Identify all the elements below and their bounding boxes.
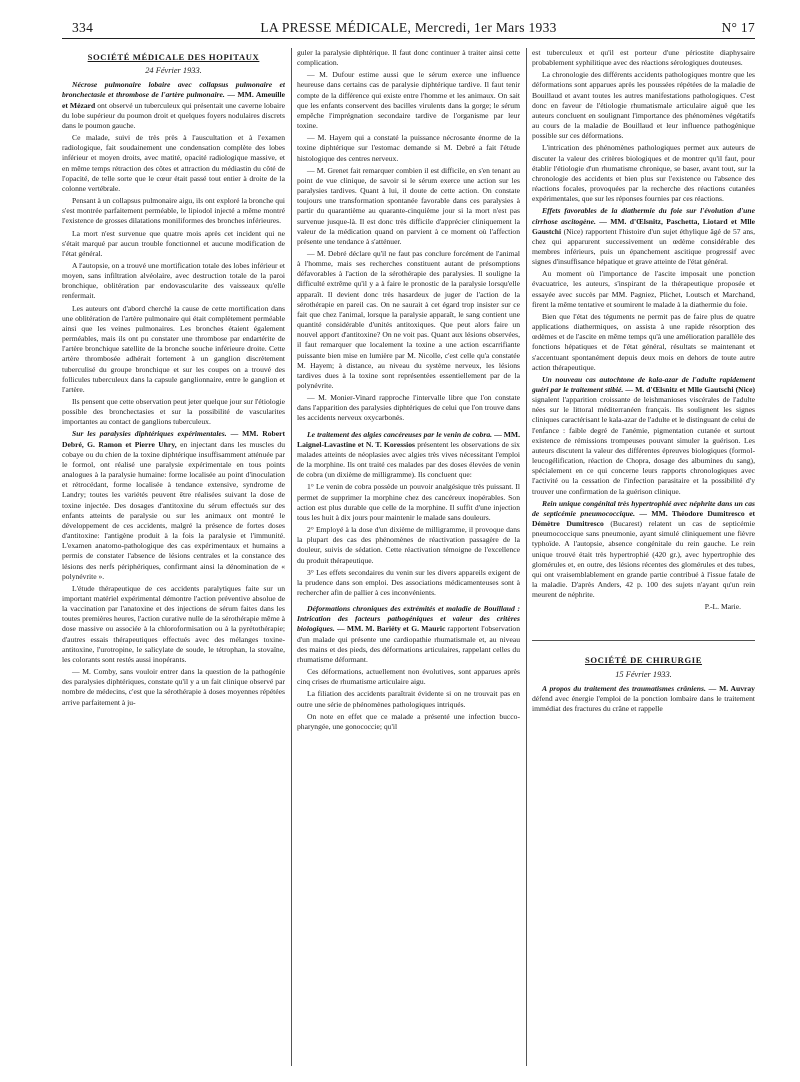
column-divider xyxy=(291,48,292,1066)
paragraph: défend avec énergie l'emploi de la ponction lombaire dans le traitement immédiat des fractures du crâne et rappelle xyxy=(532,693,755,714)
section-heading: SOCIÉTÉ MÉDICALE DES HOPITAUX xyxy=(87,52,260,62)
issue-number: N° 17 xyxy=(721,20,755,35)
paragraph: signalent l'apparition croissante de leishmanioses viscérales de l'adulte nées sur le littoral méditerranéen français. Ils soulignent les signes cliniques caractérisant le kala-azar de l'adulte et le distinguant de celui de l'enfance : faible degré de l'anémie, pigmentation cutanée et surtout existence de rémissions trompeuses pouvant simuler la guérison. Les auteurs discutent la valeur des différentes épreuves biologiques (formol-leucogélification, réaction de Chopra, dosage des albumines du sang), spécialement en ce qui concerne leurs rapports chronologiques avec l'activité ou la cessation de l'infection parasitaire et la possibilité d'y trouver une confirmation de la guérison clinique. xyxy=(532,395,755,496)
paragraph: Bien que l'état des téguments ne permit pas de faire plus de quatre applications diathermiques, on assista à une rapide résorption des œdèmes et de l'ascite en même temps qu'à une amélioration parallèle des fonctions hépatiques et de l'état général, résultats se maintenant et s'accentuant spontanément depuis deux mois en dehors de toute autre action thérapeutique. xyxy=(532,311,755,372)
article-authors: — MM. Laignel-Lavastine et N. T. Koressios xyxy=(297,429,520,449)
paragraph: La filiation des accidents paraîtrait évidente si on ne trouvait pas en outre une série de phénomènes pathologiques intriqués. xyxy=(297,689,520,709)
paragraph: On note en effet que ce malade a présenté une infection bucco-pharyngée, une gonococcie; qu'il xyxy=(297,711,520,731)
paragraph: — M. Debré déclare qu'il ne faut pas conclure forcément de l'animal à l'homme, mais ses recherches constituent autant de présomptions défavorables à l'action de la sérothérapie des paralysies. Il souligne la difficulté extrême qu'il y a à faire le pronostic de la paralysie lorsqu'elle apparaît. Il devient donc très hasardeux de juger de l'action de la sérothérapie en pareil cas. On ne saurait à cet égard trop insister sur ce fait que chez l'animal, lorsque la paralysie apparaît, le sang contient une quantité considérable d'unités antitoxiques. Que peut alors faire un nouvel apport d'antitoxine? On ne voit pas. Quant aux lésions observées, il faut remarquer que localement la toxine a une action escarrifiante puissante bien mise en lumière par M. Nicolle, c'est celle qu'a constatée M. Hayem; à distance, au niveau du système nerveux, les lésions tardives dues à la toxine sont représentées essentiellement par de la polynévrite. xyxy=(297,248,520,390)
article-necrose xyxy=(62,80,285,131)
article-rein-unique xyxy=(532,499,755,601)
paragraph: 1° Le venin de cobra possède un pouvoir analgésique très puissant. Il permet de supprimer la morphine chez des cancéreux inopérables. Son action est plus durable que celle de la morphine. Il suffit d'une injection tous les huit à dix jours pour maintenir le malade sans douleurs. xyxy=(297,482,520,522)
article-title: Effets favorables de la diathermie du foie sur l'évolution d'une cirrhose ascitogène. xyxy=(532,206,755,226)
column-3 xyxy=(532,48,755,1066)
article-venin-cobra xyxy=(297,430,520,481)
paragraph: est tuberculeux et qu'il est porteur d'une périostite diaphysaire probablement syphilitique avec des réactions sérologiques douteuses. xyxy=(532,48,755,68)
paragraph: La chronologie des différents accidents pathologiques montre que les déformations sont apparues après les poussées répétées de la maladie de Bouillaud et avant toutes les autres manifestations pathologiques. C'est donc en faveur de l'étiologie rhumatismale articulaire aiguë que les auteurs concluent en soulignant l'importance des phénomènes végétatifs au cours de la maladie de Bouillaud et leur influence pathogénique possible sur ces déformations. xyxy=(532,70,755,141)
signature: P.-L. Marie. xyxy=(704,602,741,612)
paragraph: (Nice) rapportent l'histoire d'un sujet éthylique âgé de 57 ans, chez qui apparurent successivement un œdème considérable des membres inférieurs, puis un épanchement ascitique progressif avec signes d'insuffisance hépatique et grave atteinte de l'état général. xyxy=(532,226,755,267)
paragraph: guler la paralysie diphtérique. Il faut donc continuer à traiter ainsi cette complication. xyxy=(297,48,520,68)
article-authors: — MM. Ameuille et Mézard xyxy=(62,90,285,110)
page-number: 334 xyxy=(72,20,94,35)
section-divider xyxy=(532,640,755,641)
newspaper-page xyxy=(62,18,755,1068)
section-heading: SOCIÉTÉ DE CHIRURGIE xyxy=(584,655,703,666)
paragraph: — M. Grenet fait remarquer combien il est difficile, en s'en tenant au point de vue clinique, de savoir si le sérum exerce une action sur les paralysies tardives. Quant à lui, il doute de cette action. On constate toujours une transformation spontanée favorable dans ces paralysies à partir du quarantième au quarante-cinquième jour si la mort n'est pas survenue jusque-là. Il est donc très difficile d'apprécier cliniquement la valeur de la médication quand on parvient à ce moment où l'affection présente une tendance à s'atténuer. xyxy=(297,165,520,246)
article-authors: — MM. M. Bariéty et G. Mauric xyxy=(337,624,446,634)
paragraph: La mort n'est survenue que quatre mois après cet incident qui ne s'était marqué par aucun trouble fonctionnel et aucune modification de l'état général. xyxy=(62,228,285,258)
paragraph: — M. Dufour estime aussi que le sérum exerce une influence heureuse dans certains cas de paralysie diphtérique tardive. Il faut tenir compte de la différence qui existe entre l'homme et les animaux. On sait que les enfants conservent des bacilles virulents dans la gorge; le sérum empêche l'imprégnation secondaire tardive de l'organisme par leur toxine. xyxy=(297,70,520,131)
paragraph: L'étude thérapeutique de ces accidents paralytiques faite sur un important matériel expérimental démontre l'action préventive absolue de la vaccination par l'anatoxine et des injections de sérum faites dans les toutes premières heures, l'action curative nulle de la sérothérapie même à dose massive ou associée à la chloroformisation ou à la pyrétothérapie; d'autres essais thérapeutiques effectués avec des mélanges toxine-antitoxine, l'urotropine, le salicylate de soude, le tétrophan, la stovaïne, les colorants sont restés aussi inopérants. xyxy=(62,583,285,664)
paragraph: A l'autopsie, on a trouvé une mortification totale des lobes inférieur et moyen, sans infiltration alvéolaire, avec destruction totale de la paroi bronchique, oblitération par endovascularite des vaisseaux qu'elle renfermait. xyxy=(62,260,285,301)
paragraph: ont observé un tuberculeux qui présentait une caverne lobaire du lobe supérieur du poumon droit et quelques foyers nodulaires discrets dans le poumon gauche. xyxy=(62,100,285,130)
paragraph: (Bucarest) relatent un cas de septicémie pneumococcique sans pneumonie, ayant simulé cliniquement une fièvre typhoïde. A l'autopsie, absence congénitale du rein gauche. Le rein unique trouvé était très hypertrophié (420 gr.), avec hypertrophie des glomérules et, en outre, des lésions récentes des glomérules et des tubes, qui ont vraisemblablement en grande partie contribué à l'issue fatale de la maladie. D'après Anders, 42 p. 100 des sujets n'ayant qu'un rein meurent de néphrite. xyxy=(532,519,755,600)
paragraph: Au moment où l'importance de l'ascite imposait une ponction évacuatrice, les auteurs, s'inspirant de la thérapeutique proposée et essayée avec succès par MM. Pagniez, Plichet, Loutsch et Marchand, firent la même tentative et soumirent le malade à la diathermie du foie. xyxy=(532,269,755,309)
session-date: 24 Février 1933. xyxy=(145,66,202,76)
paragraph: Ce malade, suivi de très près à l'auscultation et à l'examen radiologique, fait soudainement une condensation complète des lobes inférieur et moyen droits, avec matité, opacité radiologique massive, et en même temps rétraction des côtes et attraction du médiastin du côté de l'opacité, de telle sorte que le cœur était passé tout entier à droite de la colonne vertébrale. xyxy=(62,133,285,193)
paragraph: Pensant à un collapsus pulmonaire aigu, ils ont exploré la bronche qui s'est montrée parfaitement perméable, le lipiodol injecté a même montré l'existence de grosses dilatations moniliformes des bronches inférieures. xyxy=(62,196,285,226)
paragraph: 2° Employé à la dose d'un dixième de milligramme, il provoque dans la plupart des cas des phénomènes de réactivation passagère de la douleur, suivis de sédation. Cette réactivation témoigne de l'excellence du produit thérapeutique. xyxy=(297,525,520,565)
paragraph: rapportent l'observation d'un malade qui présente une cardiopathie rhumatismale et, au niveau des mains et des pieds, des déformations articulaires, rappelant celles du rhumatisme déformant. xyxy=(297,624,520,664)
article-authors: — MM. Théodore Dumitresco et Démètre Dumitresco xyxy=(532,508,755,529)
paragraph: 3° Les effets secondaires du venin sur les divers appareils exigent de la prudence dans son emploi. Des associations médicamenteuses sont à rechercher afin de pallier à ces inconvénients. xyxy=(297,567,520,597)
page-header xyxy=(62,18,755,39)
article-diathermie xyxy=(532,206,755,267)
article-traumatismes xyxy=(532,684,755,714)
article-title: Rein unique congénital très hypertrophié avec néphrite dans un cas de septicémie pneumococcique. xyxy=(532,498,755,518)
article-authors: — M. Auvray xyxy=(708,683,755,693)
journal-title: LA PRESSE MÉDICALE, Mercredi, 1er Mars 1933 xyxy=(260,20,557,35)
article-title: Un nouveau cas autochtone de kala-azar de l'adulte rapidement guéri par le traitement stibié. xyxy=(532,374,755,394)
article-title: Déformations chroniques des extrémités et maladie de Bouillaud : Intrication des facteurs pathogéniques et valeur des critères biologiques. xyxy=(297,604,520,634)
article-kala-azar xyxy=(532,375,755,497)
paragraph: L'intrication des phénomènes pathologiques permet aux auteurs de discuter la valeur des critères biologiques et de montrer qu'il faut, pour établir l'étiologie d'un rhumatisme chronique, se baser, avant tout, sur la chronologie des accidents et bien plus sur l'existence ou l'absence des réactions focales, provoquées par la recherche des réactions cutanées expérimentales, que sur les réponses fournies par ces réactions. xyxy=(532,143,755,204)
article-authors: — MM. d'Œlsnitz, Paschetta, Liotard et Mlle Gaustchi xyxy=(532,216,755,236)
article-bouillaud xyxy=(297,604,520,665)
columns xyxy=(62,48,755,1066)
column-divider xyxy=(526,48,527,1066)
article-title: Sur les paralysies diphtériques expérimentales. xyxy=(72,429,227,439)
article-title: Nécrose pulmonaire lobaire avec collapsus pulmonaire et bronchectasie et thrombose de l'artère pulmonaire. xyxy=(62,80,285,100)
paragraph: Ils pensent que cette observation peut jeter quelque jour sur l'étiologie possible des bronchectasies et sur la possibilité de vascularites importantes au contact de ganglions tuberculeux. xyxy=(62,397,285,427)
paragraph: Ces déformations, actuellement non évolutives, sont apparues après cinq crises de rhumatisme articulaire aigu. xyxy=(297,667,520,687)
column-2 xyxy=(297,48,520,1066)
session-date: 15 Février 1933. xyxy=(615,669,672,679)
article-paralysies xyxy=(62,429,285,581)
article-authors: — M. d'Œlsnitz et Mlle Gautschi (Nice) xyxy=(625,385,755,394)
paragraph: — M. Monier-Vinard rapproche l'intervalle libre que l'on constate dans l'apparition des paralysies diphtériques de celui que l'on trouve dans les accidents nerveux oxycarbonés. xyxy=(297,393,520,423)
paragraph: présentent les observations de six malades atteints de néoplasies avec algies très vives nécessitant l'emploi de la morphine. Ils ont traité ces malades par des doses élevées de venin de cobra (un dixième de milligramme). Ils concluent que: xyxy=(297,439,520,480)
article-title: A propos du traitement des traumatismes crâniens. xyxy=(542,683,706,693)
paragraph: — M. Comby, sans vouloir entrer dans la question de la pathogénie des paralysies diphtériques, constate qu'il y a un fait clinique observé par nombre de médecins, c'est que la sérothérapie à doses moyennes répétées arrive parfaitement à ju- xyxy=(62,667,285,707)
column-1 xyxy=(62,48,285,1066)
paragraph: en injectant dans les muscles du cobaye ou du chien de la toxine diphtérique insuffisamment atténuée par le formol, ont réalisé une paralysie expérimentale en tous points analogues à la paralysie humaine: forme localisée au point d'inoculation et rétrocédant, forme localisée à tendance extensive, syndrome de Landry; toutes les variétés peuvent être réalisées suivant la dose de toxine injectée. Des dosages d'antitoxine du sérum effectués sur des enfants atteints de paralysie ou sur les animaux ont montré le développement de ces accidents, malgré la présence de fortes doses d'antitoxine: l'antigène produit à la fois la paralysie et l'immunité. L'examen anatomo-pathologique des cas expérimentaux et humains a permis de constater l'absence de lésions centrales et la constance des lésions des nerfs périphériques, confirmant ainsi la dénomination de « polynévrite ». xyxy=(62,439,285,581)
article-authors: — MM. Robert Debré, G. Ramon et Pierre Uhry, xyxy=(62,429,285,449)
paragraph: — M. Hayem qui a constaté la puissance nécrosante énorme de la toxine diphtérique sur l'estomac demande si M. Debré a fait l'étude histologique des centres nerveux. xyxy=(297,133,520,163)
article-title: Le traitement des algies cancéreuses par le venin de cobra. xyxy=(307,429,493,439)
paragraph: Les auteurs ont d'abord cherché la cause de cette mortification dans une oblitération de l'artère pulmonaire qui était complètement perméable ainsi que les veines pulmonaires. Les bronches étaient également perméables, mais ils ont pu constater une thrombose par endartérite de l'artère bronchique satellite de la bronche souche inférieure droite. Cette artère thrombosée adhérait fortement à un ganglion discrètement tuberculisé du groupe bronchique et sur les coupes on a trouvé des follicules tuberculeux dans la capsule ganglionnaire, entre le ganglion et l'artère. xyxy=(62,303,285,394)
